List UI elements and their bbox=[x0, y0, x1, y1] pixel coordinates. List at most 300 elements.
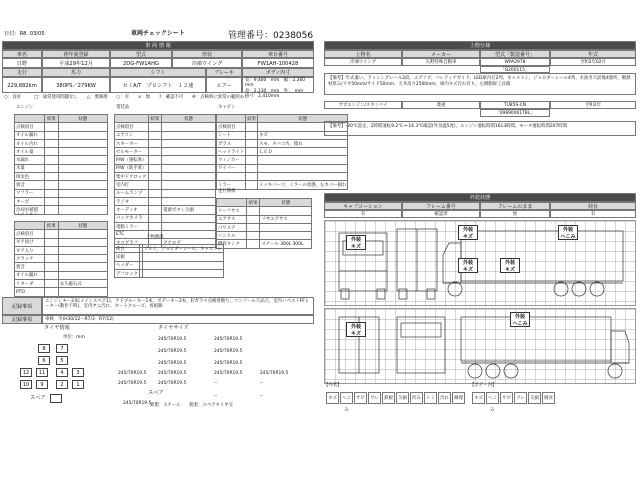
mission-title: ミッション bbox=[16, 212, 38, 217]
electrical-note-cell bbox=[162, 156, 216, 164]
electrical-item-label: タコグラフ bbox=[115, 239, 149, 247]
mission-result-cell[interactable] bbox=[44, 271, 58, 279]
engine-note-cell bbox=[58, 173, 107, 181]
engine-result-cell[interactable] bbox=[44, 148, 58, 156]
mission-row bbox=[15, 271, 108, 279]
body-dims-line2: 高：2,130 mm 外： mm 内寸：2,410mm bbox=[245, 89, 308, 99]
chassis-result-cell[interactable] bbox=[246, 207, 260, 215]
cabin-note-cell: ＬＥＤ bbox=[258, 148, 348, 156]
chassis-row bbox=[217, 232, 312, 240]
cabin-item-label bbox=[217, 173, 246, 181]
engine-row bbox=[15, 156, 108, 164]
chassis-row bbox=[217, 223, 312, 231]
notes-text-1: エンジンキー2本(メインスペア1)、アドブルーキー1本、ボデーキー2本、F/ガラス点検各数り、コンソール穴品穴、室内ハベストFFヒーター(動作不明)、室内ヤニ汚れ、オートクルーズ、看板跡 bbox=[42, 297, 314, 315]
side-view-body-2 bbox=[461, 317, 611, 361]
exterior-legend-item: ワレ bbox=[368, 392, 381, 404]
electrical-note-cell bbox=[162, 231, 216, 239]
tire-position-box[interactable]: 1 bbox=[72, 380, 84, 389]
power-value: 380PS／279KW bbox=[42, 77, 110, 93]
upper-items-note bbox=[142, 261, 223, 269]
exterior-legend-item: へこみ bbox=[340, 392, 353, 404]
electrical-result-cell[interactable] bbox=[148, 222, 162, 230]
cabin-result-cell[interactable] bbox=[246, 181, 258, 189]
tire-position-box[interactable]: 4 bbox=[56, 368, 68, 377]
engine-result-cell[interactable] bbox=[44, 123, 58, 131]
cabin-result-cell[interactable] bbox=[246, 139, 258, 147]
spare-label: スペア bbox=[30, 395, 46, 401]
mission-row bbox=[15, 238, 108, 246]
electrical-table-head bbox=[115, 115, 149, 123]
exterior-legend-item: 修理 bbox=[452, 392, 465, 404]
shift-value: セミA/T プロシフト １２速 bbox=[110, 77, 206, 93]
mission-result-cell[interactable] bbox=[44, 238, 58, 246]
electrical-note-cell: アナログ bbox=[162, 239, 216, 247]
vehicle-info-head: 型式 bbox=[110, 50, 172, 58]
electrical-result-cell[interactable] bbox=[148, 173, 162, 181]
mission-table-head: 結果 bbox=[44, 222, 58, 230]
electrical-row bbox=[115, 197, 216, 205]
cabin-row bbox=[217, 181, 348, 189]
chassis-table-head: 結果 bbox=[246, 199, 260, 207]
mission-item-label: 点検項目 bbox=[15, 230, 45, 238]
upper-items-row bbox=[115, 269, 224, 277]
body-interior-legend-title: 【ボデー内】 bbox=[470, 383, 497, 388]
mission-result-cell[interactable] bbox=[44, 280, 58, 288]
upper-items-row bbox=[115, 253, 224, 261]
chassis-table bbox=[216, 198, 312, 249]
electrical-row bbox=[115, 173, 216, 181]
damage-stamp[interactable]: 外装 キズ bbox=[458, 225, 478, 240]
vehicle-info-head-2: 馬力 bbox=[42, 68, 110, 77]
mission-note-cell bbox=[58, 238, 107, 246]
damage-stamp[interactable]: 外装 キズ bbox=[346, 322, 366, 337]
chassis-result-cell[interactable] bbox=[246, 232, 260, 240]
body-dims-line1: 長：9,400 mm 幅：2,360 mm bbox=[245, 78, 310, 88]
engine-result-cell[interactable] bbox=[44, 197, 58, 205]
upper-items-label: 荷台 bbox=[115, 245, 140, 253]
tire-position-box[interactable]: 9 bbox=[36, 380, 48, 389]
tire-size-empty: -- bbox=[260, 381, 264, 386]
upper-equipment-header: 上物仕様 bbox=[324, 41, 636, 50]
mission-result-cell[interactable] bbox=[44, 255, 58, 263]
truck-front-rear-drawing bbox=[325, 221, 637, 307]
engine-row bbox=[15, 148, 108, 156]
exterior-legend-title: 【外装】 bbox=[324, 383, 342, 388]
exterior-value: 有 bbox=[550, 210, 636, 218]
mission-row bbox=[15, 263, 108, 271]
tire-position-box[interactable]: 8 bbox=[38, 344, 50, 353]
damage-stamp[interactable]: 外装 へこみ bbox=[558, 225, 578, 240]
cabin-result-cell[interactable] bbox=[246, 156, 258, 164]
chassis-note-cell: リヤエアサス bbox=[260, 215, 312, 223]
upper-equipment-head: メーカー bbox=[402, 50, 480, 58]
upper-equipment-head: 年式 bbox=[550, 50, 636, 58]
exterior-value: 無 bbox=[480, 210, 550, 218]
chassis-row bbox=[217, 207, 312, 215]
cabin-item-label: ヘッドライト bbox=[217, 148, 246, 156]
tire-position-box[interactable]: 12 bbox=[20, 368, 32, 377]
engine-item-label: マフラー bbox=[15, 189, 45, 197]
cabin-note-cell: スモ、タバコ汚、擦れ bbox=[258, 139, 348, 147]
cabin-item-label: 点検項目 bbox=[217, 123, 246, 131]
tire-size-value: 245/70R19.5 bbox=[214, 361, 243, 366]
electrical-item-label: P/W（助手席） bbox=[115, 164, 149, 172]
chassis-note-cell bbox=[260, 232, 312, 240]
body-dims-value bbox=[242, 77, 314, 99]
mileage-value: 229,882km bbox=[2, 77, 42, 93]
chassis-result-cell[interactable] bbox=[246, 215, 260, 223]
electrical-title: 電装品 bbox=[116, 105, 130, 110]
spare-size-value: 245/70R19.5 bbox=[123, 401, 152, 406]
cabin-item-label: ミラー bbox=[217, 181, 246, 189]
tire-size-value: 245/70R19.5 bbox=[214, 371, 243, 376]
date-label: 日付：R8. 03/05 bbox=[4, 31, 45, 37]
tire-size-empty: -- bbox=[260, 394, 264, 399]
exterior-head: 荷台 bbox=[550, 202, 636, 210]
cabin-result-cell[interactable] bbox=[246, 173, 258, 181]
engine-result-cell[interactable] bbox=[44, 173, 58, 181]
electrical-row bbox=[115, 181, 216, 189]
vehicle-diagram-bottom bbox=[324, 308, 636, 384]
tire-size-value: 245/70R19.5 bbox=[158, 381, 187, 386]
tire-position-box[interactable]: 2 bbox=[56, 380, 68, 389]
spare-size-head: スペア bbox=[148, 390, 164, 396]
upper-items-label: デフロック bbox=[115, 269, 140, 277]
mission-note-cell bbox=[58, 271, 107, 279]
mission-note-cell bbox=[58, 246, 107, 254]
engine-table-head: 状態 bbox=[58, 115, 107, 123]
engine-result-cell[interactable] bbox=[44, 189, 58, 197]
vehicle-info-head-2: ブレーキ bbox=[206, 68, 242, 77]
vehicle-info-value: 日野 bbox=[2, 58, 42, 68]
spare-tire-box bbox=[50, 394, 62, 403]
tire-position-box[interactable]: 11 bbox=[36, 368, 48, 377]
electrical-row bbox=[115, 156, 216, 164]
tire-size-value: 245/70R19.5 bbox=[118, 381, 147, 386]
damage-stamp[interactable]: 外装 キズ bbox=[346, 235, 366, 250]
mission-table-head bbox=[15, 222, 45, 230]
electrical-result-cell[interactable] bbox=[148, 189, 162, 197]
electrical-row bbox=[115, 164, 216, 172]
engine-note-cell bbox=[58, 181, 107, 189]
mission-item-label: クラッチ bbox=[15, 255, 45, 263]
damage-stamp[interactable]: 外装 へこみ bbox=[510, 312, 530, 327]
electrical-table-head: 結果 bbox=[148, 115, 162, 123]
cabin-note-cell bbox=[258, 156, 348, 164]
vehicle-info-head: 初年度登録 bbox=[42, 50, 110, 58]
mission-item-label: ギア入り bbox=[15, 246, 45, 254]
cabin-table-head bbox=[217, 115, 246, 123]
engine-note-cell bbox=[58, 164, 107, 172]
upper-equipment-value: WPA2978 bbox=[480, 58, 550, 66]
electrical-note-cell bbox=[162, 189, 216, 197]
side-view-body bbox=[461, 231, 623, 281]
electrical-note-cell bbox=[162, 148, 216, 156]
vehicle-info-header: 車 両 情 報 bbox=[2, 41, 314, 50]
cabin-note-cell bbox=[258, 173, 348, 181]
tire-size-value: 245/70R19.5 bbox=[158, 371, 187, 376]
engine-row bbox=[15, 131, 108, 139]
electrical-result-cell[interactable] bbox=[148, 206, 162, 214]
vehicle-info-head: 形状 bbox=[172, 50, 242, 58]
electrical-note-cell bbox=[162, 131, 216, 139]
electrical-table-head: 状態 bbox=[162, 115, 216, 123]
electrical-item-label: 点検項目 bbox=[115, 123, 149, 131]
cabin-row bbox=[217, 173, 348, 181]
vehicle-info-value: FW1AH-100428 bbox=[242, 58, 314, 68]
cabin-row bbox=[217, 156, 348, 164]
cabin-result-cell[interactable] bbox=[246, 148, 258, 156]
chassis-result-cell[interactable] bbox=[246, 223, 260, 231]
tire-position-box[interactable]: 3 bbox=[72, 368, 84, 377]
engine-item-label: 水量 bbox=[15, 164, 45, 172]
sub-engine-cell: 菱重 bbox=[402, 101, 480, 109]
electrical-note-cell bbox=[162, 173, 216, 181]
engine-item-label: 点検項目 bbox=[15, 123, 45, 131]
electrical-item-label: ラジオ bbox=[115, 197, 149, 205]
body-legend-item: 欠損 bbox=[528, 392, 541, 404]
tire-size-value: 245/70R19.5 bbox=[214, 349, 243, 354]
cabin-row bbox=[217, 164, 348, 172]
mission-row bbox=[15, 230, 108, 238]
engine-result-cell[interactable] bbox=[44, 131, 58, 139]
sheet-title: 車両チェックシート bbox=[131, 30, 185, 37]
electrical-item-label: エアコン bbox=[115, 131, 149, 139]
engine-table-head bbox=[15, 115, 45, 123]
chassis-item-label: エアサス bbox=[217, 215, 247, 223]
wheel-note: 鉄製：スチール 脱着：スペアタイヤ交 bbox=[150, 403, 233, 408]
chassis-row bbox=[217, 240, 312, 248]
mission-note-cell bbox=[58, 230, 107, 238]
tire-position-box[interactable]: 7 bbox=[56, 344, 68, 353]
engine-note-cell bbox=[58, 189, 107, 197]
chassis-table-head: 状態 bbox=[260, 199, 312, 207]
upper-equipment-head: 型式「製造番号」 bbox=[480, 50, 550, 58]
tire-size-value: 245/70R19.5 bbox=[118, 371, 147, 376]
engine-note-cell bbox=[58, 123, 107, 131]
electrical-row bbox=[115, 139, 216, 147]
cabin-row bbox=[217, 148, 348, 156]
chassis-note-cell bbox=[260, 223, 312, 231]
electrical-result-cell[interactable] bbox=[148, 148, 162, 156]
engine-note-cell bbox=[58, 206, 107, 214]
mission-result-cell[interactable] bbox=[44, 230, 58, 238]
engine-note-cell bbox=[58, 131, 107, 139]
cabin-table-head: 状態 bbox=[258, 115, 348, 123]
cabin-note-cell: メッキパーツ、ミラーの状態、左カバー損れ bbox=[258, 181, 348, 189]
exterior-value: 確認済 bbox=[402, 210, 480, 218]
damage-stamp[interactable]: 外装 キズ bbox=[500, 258, 520, 273]
engine-table-head: 結果 bbox=[44, 115, 58, 123]
electrical-note-cell: 電源ボタン欠損 bbox=[162, 206, 216, 214]
electrical-result-cell[interactable] bbox=[148, 156, 162, 164]
vehicle-info-value: 2DG-FW1AHG bbox=[110, 58, 172, 68]
management-number-value: 0238056 bbox=[273, 31, 314, 41]
tire-size-value: 245/70R19.5 bbox=[158, 337, 187, 342]
tire-position-box[interactable]: 10 bbox=[20, 380, 32, 389]
tire-position-box[interactable]: 5 bbox=[56, 356, 68, 365]
upper-equipment-value: 冷凍ウイング bbox=[324, 58, 402, 66]
chassis-title: 走行関係 bbox=[218, 189, 236, 194]
upper-items-label: ヘッダー bbox=[115, 261, 140, 269]
engine-result-cell[interactable] bbox=[44, 164, 58, 172]
engine-row bbox=[15, 164, 108, 172]
tire-size-value: 245/70R19.5 bbox=[158, 361, 187, 366]
vehicle-info-head-2: ボディ内寸 bbox=[242, 68, 314, 77]
cabin-row bbox=[217, 139, 348, 147]
mission-note-cell: 永久磁石式 bbox=[58, 280, 107, 288]
engine-item-label: オイル量 bbox=[15, 148, 45, 156]
engine-row bbox=[15, 123, 108, 131]
engine-result-cell[interactable] bbox=[44, 181, 58, 189]
engine-item-label: 排気色 bbox=[15, 173, 45, 181]
electrical-item-label: オーディオ bbox=[115, 206, 149, 214]
vehicle-info-head: 車台番号 bbox=[242, 50, 314, 58]
management-number bbox=[228, 28, 313, 41]
notes-label-1: 記録事項 bbox=[2, 297, 42, 315]
electrical-item-label: 室内灯 bbox=[115, 181, 149, 189]
upper-items-note bbox=[142, 253, 223, 261]
electrical-item-label: 電動ミラー bbox=[115, 222, 149, 230]
tire-size-value: 245/70R19.5 bbox=[214, 337, 243, 342]
electrical-item-label: P/W（運転席） bbox=[115, 156, 149, 164]
sub-engine-serial: 「0989​0001TBL」 bbox=[480, 109, 550, 117]
electrical-result-cell[interactable] bbox=[148, 131, 162, 139]
chassis-result-cell[interactable] bbox=[246, 240, 260, 248]
tire-unit: 単位：mm bbox=[63, 335, 85, 340]
engine-note-cell bbox=[58, 139, 107, 147]
electrical-note-cell bbox=[162, 139, 216, 147]
body-legend-item: 腐食 bbox=[542, 392, 555, 404]
mission-row bbox=[15, 255, 108, 263]
engine-item-label: 冷却水循環 bbox=[15, 206, 45, 214]
tire-size-empty: -- bbox=[214, 394, 218, 399]
cabin-note-cell bbox=[258, 164, 348, 172]
upper-equipment-value: 令和2年02月 bbox=[550, 58, 636, 66]
sub-engine-cell: TU85S-CN bbox=[480, 101, 550, 109]
tire-size-value: 245/70R19.5 bbox=[158, 349, 187, 354]
tire-size-value: 245/70R19.5 bbox=[260, 371, 289, 376]
exterior-head: フレーム番号 bbox=[402, 202, 480, 210]
electrical-result-cell[interactable] bbox=[148, 123, 162, 131]
chassis-note-cell: スチール 300L 300L bbox=[260, 240, 312, 248]
tire-info-title: タイヤ情報 bbox=[44, 325, 70, 331]
mission-result-cell[interactable] bbox=[44, 246, 58, 254]
engine-note-cell bbox=[58, 197, 107, 205]
electrical-note-cell bbox=[162, 197, 216, 205]
chassis-item-label: 燃料タンク bbox=[217, 240, 247, 248]
engine-row bbox=[15, 173, 108, 181]
upper-items-row bbox=[115, 261, 224, 269]
chassis-item-label: パワステ bbox=[217, 223, 247, 231]
tire-position-box[interactable]: 6 bbox=[38, 356, 50, 365]
electrical-note-cell bbox=[162, 123, 216, 131]
damage-stamp[interactable]: 外装 キズ bbox=[458, 258, 478, 273]
notes-text-2: 車検 令(H30/12〜R7/3 R7/12) bbox=[42, 315, 314, 324]
mission-item-label: ギア抜け bbox=[15, 238, 45, 246]
electrical-row bbox=[115, 123, 216, 131]
vehicle-info-head-2: シフト bbox=[110, 68, 206, 77]
electrical-row bbox=[115, 206, 216, 214]
engine-table bbox=[14, 114, 108, 215]
electrical-item-label: ルームランプ bbox=[115, 189, 149, 197]
exterior-head: キャブコーション bbox=[324, 202, 402, 210]
exterior-header: 外装状態 bbox=[324, 193, 636, 202]
cabin-result-cell[interactable] bbox=[246, 123, 258, 131]
upper-items-table bbox=[114, 244, 224, 278]
upper-equipment-serial: 「B200115」 bbox=[480, 66, 550, 73]
cabin-table-head: 結果 bbox=[246, 115, 258, 123]
electrical-row bbox=[115, 231, 216, 239]
mission-table bbox=[14, 221, 108, 297]
upper-equipment-value: 矢野特殊自動車 bbox=[402, 58, 480, 66]
chassis-table-head bbox=[217, 199, 247, 207]
rear-view-body-2 bbox=[397, 317, 445, 373]
mission-item-label: 異音 bbox=[15, 263, 45, 271]
mission-item-label: オイル漏れ bbox=[15, 271, 45, 279]
vehicle-info-head: 車名 bbox=[2, 50, 42, 58]
cabin-result-cell[interactable] bbox=[246, 131, 258, 139]
mission-result-cell[interactable] bbox=[44, 288, 58, 296]
upper-items-title: 上物関係 bbox=[146, 235, 164, 240]
engine-row bbox=[15, 197, 108, 205]
mission-item-label: リターダ bbox=[15, 280, 45, 288]
engine-row bbox=[15, 139, 108, 147]
cabin-item-label: ワイパー bbox=[217, 164, 246, 172]
electrical-result-cell[interactable] bbox=[148, 181, 162, 189]
electrical-table bbox=[114, 114, 216, 248]
cabin-title: キャビン bbox=[218, 105, 236, 110]
upper-items-label: 床板 bbox=[115, 253, 140, 261]
electrical-item-label: ETC bbox=[115, 231, 149, 239]
mission-table-head: 状態 bbox=[58, 222, 107, 230]
upper-equipment-head: 上物名 bbox=[324, 50, 402, 58]
cabin-result-cell[interactable] bbox=[246, 164, 258, 172]
exterior-legend-item: シミ bbox=[424, 392, 437, 404]
engine-result-cell[interactable] bbox=[44, 206, 58, 214]
mission-row bbox=[15, 288, 108, 296]
engine-result-cell[interactable] bbox=[44, 139, 58, 147]
electrical-row bbox=[115, 131, 216, 139]
exterior-legend-item: 汚れ bbox=[438, 392, 451, 404]
exterior-legend-item: キズ bbox=[326, 392, 339, 404]
exterior-legend-item: サビ bbox=[354, 392, 367, 404]
body-legend-item: キズ bbox=[472, 392, 485, 404]
vehicle-info-value: 冷凍ウイング bbox=[172, 58, 242, 68]
exterior-legend-item: 凹み bbox=[410, 392, 423, 404]
tire-size-title: タイヤサイズ bbox=[158, 325, 189, 331]
electrical-result-cell[interactable] bbox=[148, 139, 162, 147]
engine-result-cell[interactable] bbox=[44, 156, 58, 164]
mission-result-cell[interactable] bbox=[44, 263, 58, 271]
mission-row bbox=[15, 280, 108, 288]
vehicle-diagram-top bbox=[324, 220, 636, 306]
electrical-item-label: バックカメラ bbox=[115, 214, 149, 222]
engine-item-label: 水漏れ bbox=[15, 156, 45, 164]
electrical-result-cell[interactable] bbox=[148, 197, 162, 205]
sub-engine-cell: 令和2年 bbox=[550, 101, 636, 109]
mission-note-cell bbox=[58, 263, 107, 271]
electrical-result-cell[interactable] bbox=[148, 214, 162, 222]
electrical-note-cell bbox=[162, 164, 216, 172]
upper-equipment-remarks: 【備考】年式違い、ラッシングレール2段、エアリブ、パレティナガイド、LED庫内灯2列、キャストン、ジョロダーレール4列、水抜き穴前後4箇所、断熱材厚み/リヤ50mm/サイド50mm、天井高さ2500mm、庫内キズ汚れ有り、左側側扉工具箱 bbox=[324, 73, 636, 95]
electrical-result-cell[interactable] bbox=[148, 164, 162, 172]
exterior-value: 有 bbox=[324, 210, 402, 218]
brake-value: エアー bbox=[206, 77, 242, 93]
electrical-note-cell bbox=[162, 214, 216, 222]
electrical-row bbox=[115, 148, 216, 156]
exterior-legend-item: 鉄板 bbox=[382, 392, 395, 404]
